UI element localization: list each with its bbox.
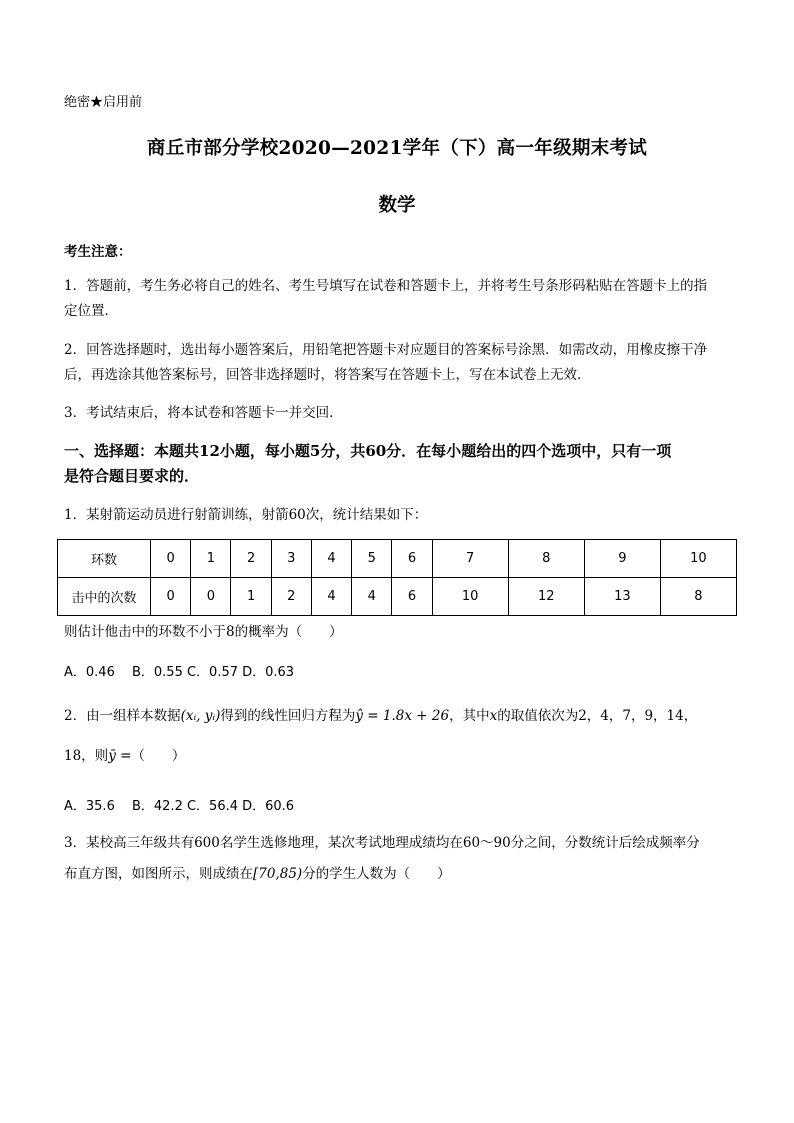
- subject-title: 数学: [378, 195, 416, 216]
- question-2-line-1: [64, 704, 697, 728]
- q3-text-a: 布直方图，如图所示，则成绩在: [64, 866, 253, 882]
- notice-heading: 考生注意：: [64, 244, 132, 260]
- question-3-line-1: 3．某校高三年级共有600名学生选修地理，某次考试地理成绩均在60～90分之间，分数统计后绘成频率分: [64, 835, 700, 851]
- question-2-choices: A．35.6 B．42.2 C．56.4 D．60.6: [64, 799, 295, 814]
- q2-text-a: 2．由一组样本数据: [64, 708, 181, 724]
- question-1-choices: A．0.46 B．0.55 C．0.57 D．0.63: [64, 665, 295, 680]
- q2-text-d: 的取值依次为2，4，7，9，14，: [497, 708, 698, 724]
- table-row: [58, 540, 737, 578]
- question-3-line-2: [64, 862, 451, 886]
- table-cell: 0: [151, 540, 191, 578]
- exam-title: 商丘市部分学校2020—2021学年（下）高一年级期末考试: [146, 138, 648, 159]
- section-1-title-line-2: 是符合题目要求的．: [64, 467, 200, 485]
- q2-text-b: 得到的线性回归方程为: [220, 708, 356, 724]
- table-cell: 7: [432, 540, 508, 578]
- table-cell: 12: [508, 578, 584, 616]
- table-cell: 4: [311, 578, 351, 616]
- q3-text-b: 分的学生人数为（ ）: [302, 866, 451, 882]
- table-cell: 8: [508, 540, 584, 578]
- table-cell: 13: [584, 578, 660, 616]
- table-cell: 2: [231, 540, 271, 578]
- question-1-stem: 1．某射箭运动员进行射箭训练，射箭60次，统计结果如下：: [64, 507, 428, 523]
- table-cell: 10: [432, 578, 508, 616]
- notice-item-1-line-1: 1．答题前，考生务必将自己的姓名、考生号填写在试卷和答题卡上，并将考生号条形码粘贴在答题卡上的指: [64, 278, 708, 294]
- table-row-header: 击中的次数: [58, 578, 151, 616]
- q2-text-f: =（ ）: [115, 748, 186, 764]
- table-cell: 5: [352, 540, 392, 578]
- table-row: [58, 578, 737, 616]
- notice-item-3: 3．考试结束后，将本试卷和答题卡一并交回．: [64, 405, 343, 421]
- table-cell: 3: [271, 540, 311, 578]
- notice-item-1-line-2: 定位置．: [64, 303, 118, 319]
- table-cell: 1: [231, 578, 271, 616]
- table-cell: 6: [392, 540, 432, 578]
- table-cell: 4: [352, 578, 392, 616]
- table-cell: 6: [392, 578, 432, 616]
- sample-data-point: (xᵢ, yᵢ): [180, 708, 221, 724]
- section-1-title-line-1: 一、选择题：本题共12小题，每小题5分，共60分．在每小题给出的四个选项中，只有一项: [64, 442, 672, 460]
- notice-item-2-line-2: 后，再选涂其他答案标号，回答非选择题时，将答案写在答题卡上，写在本试卷上无效．: [64, 367, 591, 383]
- table-row-header: 环数: [58, 540, 151, 578]
- table-cell: 4: [311, 540, 351, 578]
- table-cell: 8: [660, 578, 736, 616]
- y-bar-symbol: ȳ: [108, 748, 116, 764]
- question-1-ask: 则估计他击中的环数不小于8的概率为（ ）: [64, 624, 343, 640]
- notice-item-2-line-1: 2．回答选择题时，选出每小题答案后，用铅笔把答题卡对应题目的答案标号涂黑．如需改动，用橡皮擦干净: [64, 342, 708, 358]
- score-table: [57, 539, 737, 616]
- table-cell: 0: [191, 578, 231, 616]
- question-2-line-2: [64, 744, 185, 768]
- table-cell: 2: [271, 578, 311, 616]
- regression-equation: ŷ = 1.8x + 26: [355, 708, 450, 724]
- table-cell: 1: [191, 540, 231, 578]
- table-cell: 9: [584, 540, 660, 578]
- score-interval: [70,85): [253, 866, 303, 882]
- q2-text-e: 18，则: [64, 748, 109, 764]
- table-cell: 10: [660, 540, 736, 578]
- confidential-label: 绝密★启用前: [64, 95, 143, 110]
- q2-text-c: ，其中: [449, 708, 490, 724]
- variable-x: x: [489, 708, 498, 724]
- table-cell: 0: [151, 578, 191, 616]
